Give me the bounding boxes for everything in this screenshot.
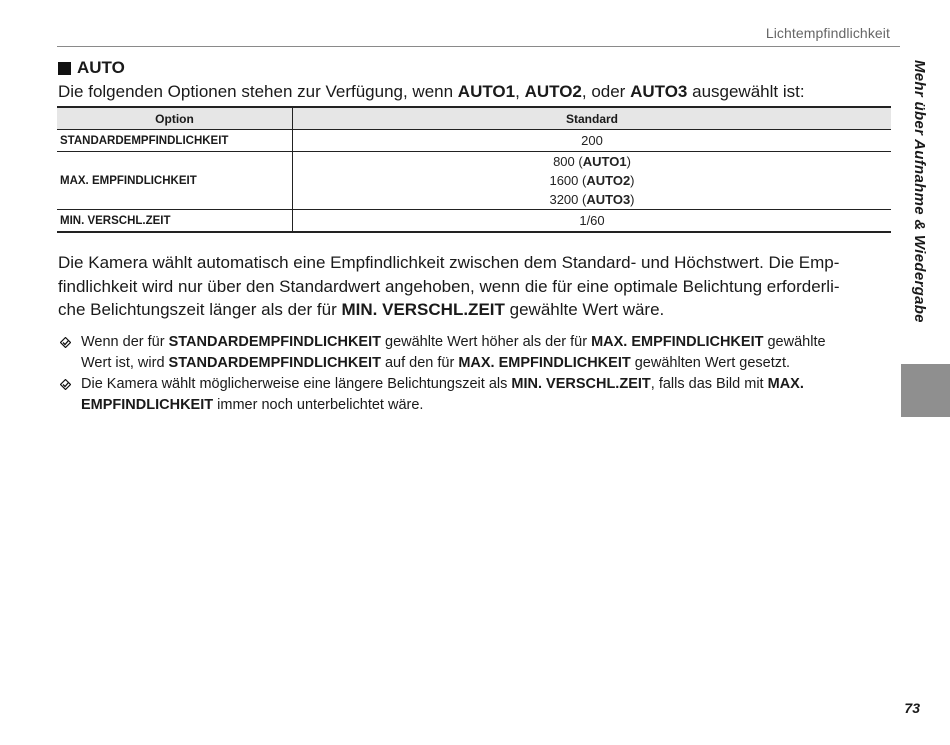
note-bold: MAX. EMPFINDLICHKEIT <box>458 355 631 371</box>
value-mode: AUTO2 <box>586 173 631 188</box>
page-header-title: Lichtempfindlichkeit <box>765 25 890 41</box>
paragraph-text: gewählte Wert wäre. <box>504 300 665 319</box>
note-text: , falls das Bild mit <box>650 376 768 392</box>
note-item <box>58 374 894 416</box>
note-bold: STANDARDEMPFINDLICHKEIT <box>168 355 381 371</box>
intro-sep1: , <box>515 82 525 101</box>
note-text: auf den für <box>380 355 459 371</box>
note-line <box>81 332 894 353</box>
value-number: 3200 <box>549 192 579 207</box>
note-line <box>81 353 894 374</box>
intro-text <box>58 81 805 103</box>
side-tab-marker <box>901 364 950 417</box>
page-number: 73 <box>904 700 920 716</box>
column-header-option: Option <box>57 107 293 130</box>
note-line <box>81 374 894 395</box>
option-value-line: 800 (AUTO1) <box>553 154 631 169</box>
intro-pre: Die folgenden Optionen stehen zur Verfügung, wenn <box>58 82 458 101</box>
section-heading-label: AUTO <box>77 58 125 77</box>
note-text: Die Kamera wählt möglicherweise eine längere Belichtungszeit als <box>81 376 512 392</box>
side-tab-label: Mehr über Aufnahme & Wiedergabe <box>911 60 928 323</box>
note-bold: STANDARDEMPFINDLICHKEIT <box>168 334 381 350</box>
note-bold: MAX. EMPFINDLICHKEIT <box>591 334 764 350</box>
note-diamond-icon <box>60 337 71 348</box>
note-text: gewählte <box>763 334 826 350</box>
table-row <box>57 130 891 152</box>
note-bold: MAX. <box>767 376 804 392</box>
paragraph-text: che Belichtungszeit länger als der für <box>58 300 342 319</box>
note-diamond-icon <box>60 379 71 390</box>
option-value-list <box>293 152 892 210</box>
square-bullet-icon <box>58 62 71 75</box>
note-item <box>58 332 894 374</box>
value-number: 1600 <box>549 173 579 188</box>
option-value: 200 <box>293 130 892 152</box>
option-value-line: 1600 (AUTO2) <box>549 173 635 188</box>
note-bold: EMPFINDLICHKEIT <box>81 397 214 413</box>
header-rule <box>57 46 900 47</box>
intro-auto2: AUTO2 <box>524 82 582 101</box>
note-text: immer noch unterbelichtet wäre. <box>213 397 424 413</box>
note-bold: MIN. VERSCHL.ZEIT <box>511 376 651 392</box>
value-mode: AUTO3 <box>586 192 631 207</box>
table-header-row <box>57 107 891 130</box>
note-text: Wert ist, wird <box>81 355 169 371</box>
paragraph-bold: MIN. VERSCHL.ZEIT <box>341 300 505 319</box>
table-row <box>57 152 891 210</box>
option-name: MIN. VERSCHL.ZEIT <box>57 210 293 233</box>
intro-auto1: AUTO1 <box>457 82 516 101</box>
option-value-line: 3200 (AUTO3) <box>549 192 635 207</box>
note-text: gewählten Wert gesetzt. <box>630 355 791 371</box>
note-text: gewählte Wert höher als der für <box>380 334 592 350</box>
paragraph-line: findlichkeit wird nur über den Standardwert angehoben, wenn die für eine optimale Belichtung erforderli- <box>58 276 840 296</box>
side-tab <box>902 60 928 360</box>
options-table <box>57 106 891 233</box>
value-number: 800 <box>553 154 575 169</box>
value-mode: AUTO1 <box>582 154 627 169</box>
option-name: MAX. EMPFINDLICHKEIT <box>57 152 293 210</box>
paragraph-line: Die Kamera wählt automatisch eine Empfindlichkeit zwischen dem Standard- und Höchstwert. Die Emp- <box>58 253 840 272</box>
option-name: STANDARDEMPFINDLICHKEIT <box>57 130 293 152</box>
intro-sep2: , oder <box>581 82 631 101</box>
intro-auto3: AUTO3 <box>630 82 688 101</box>
note-text: Wenn der für <box>81 334 169 350</box>
section-heading <box>58 58 125 78</box>
paragraph-line <box>58 298 894 322</box>
intro-post: ausgewählt ist: <box>687 82 805 101</box>
option-value: 1/60 <box>293 210 892 233</box>
table-row <box>57 210 891 233</box>
notes-list <box>58 332 894 416</box>
body-paragraph <box>58 251 894 322</box>
column-header-standard: Standard <box>293 107 892 130</box>
note-line <box>81 395 894 416</box>
